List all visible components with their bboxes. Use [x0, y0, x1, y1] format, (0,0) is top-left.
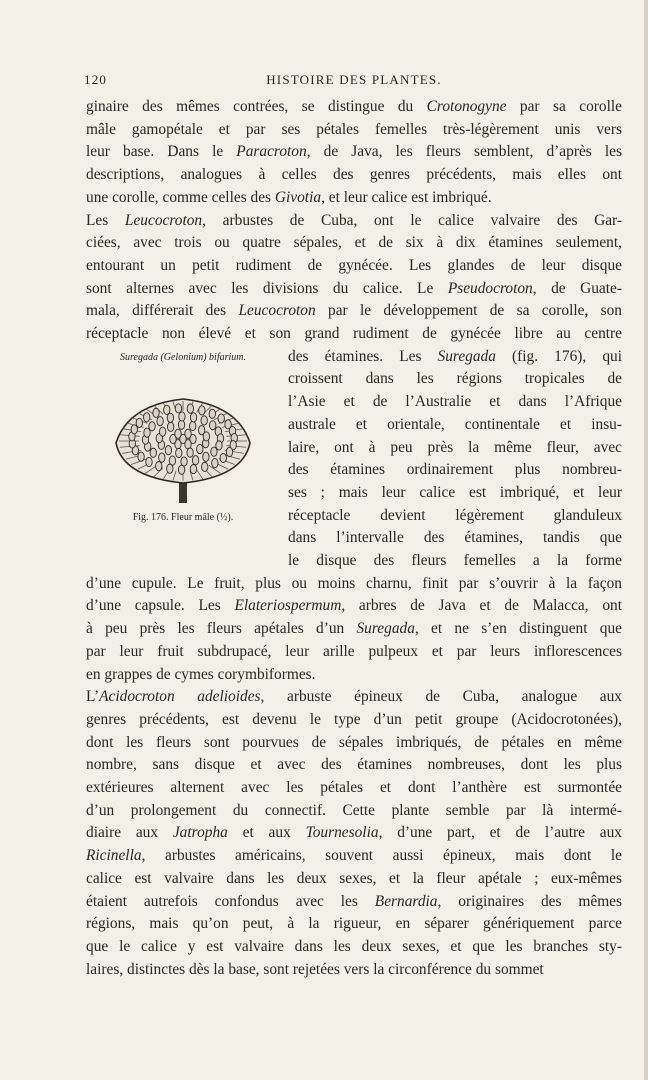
text-run: l’Asie et de l’Australie et dans l’Afrique	[288, 393, 622, 411]
text-line	[288, 414, 622, 436]
text-line	[86, 232, 622, 254]
text-run: , et leur calice est imbriqué.	[321, 188, 492, 206]
text-run: , d’une part, et de l’autre aux	[378, 824, 622, 842]
text-line	[86, 709, 622, 731]
text-line	[86, 119, 622, 141]
text-run: , originaires des mêmes	[437, 892, 622, 910]
italic-taxon: Tournesolia	[305, 824, 379, 842]
text-line	[86, 300, 622, 322]
text-run: laires, distinctes dès la base, sont rejetées vers la circonférence du sommet	[86, 960, 544, 978]
text-run: sont alternes avec les divisions du calice. Le	[86, 279, 448, 297]
italic-taxon: Bernardia	[374, 892, 438, 910]
italic-taxon: Givotia	[274, 188, 322, 206]
text-run: par leur fruit subdrupacé, leur arille pulpeux et par leurs inflorescences	[86, 642, 622, 660]
text-run: , arbuste épineux de Cuba, analogue aux	[260, 688, 623, 706]
text-run: d’une cupule. Le fruit, plus ou moins charnu, finit par s’ouvrir à la façon	[86, 574, 622, 592]
text-line	[288, 368, 622, 390]
text-line	[86, 164, 622, 186]
italic-taxon: Jatropha	[172, 824, 228, 842]
text-run: diaire aux	[86, 824, 173, 842]
text-line	[86, 936, 622, 958]
text-line	[86, 800, 622, 822]
text-line	[288, 346, 622, 368]
page-edge	[644, 0, 648, 1080]
text-line	[86, 573, 622, 595]
text-run: calice est valvaire dans les deux sexes, et la fleur apétale ; eux-mêmes	[86, 869, 622, 887]
text-run: d’un prolongement du connectif. Cette plante semble par là intermé-	[86, 801, 622, 819]
text-line	[86, 959, 622, 981]
text-run: mala, différerait des	[86, 302, 239, 320]
running-title: HISTOIRE DES PLANTES.	[266, 72, 442, 87]
text-run: réceptacle devient légèrement glanduleux	[288, 506, 622, 524]
text-run: régions, mais qu’on peut, à la rigueur, en séparer génériquement parce	[86, 915, 622, 933]
text-run: ginaire des mêmes contrées, se distingue du	[86, 98, 427, 115]
text-run: dont les fleurs sont pourvues de sépales imbriqués, de pétales en même	[86, 733, 622, 751]
italic-taxon: Leucocroton	[124, 211, 203, 229]
text-run: laire, ont à peu près la même fleur, avec	[288, 438, 622, 456]
page-number: 120	[84, 72, 108, 87]
text-run: , de Java, les fleurs semblent, d’après les	[306, 143, 622, 161]
text-line	[288, 391, 622, 413]
text-line	[86, 891, 622, 913]
text-line	[86, 686, 622, 708]
text-run: réceptacle non élevé et son grand rudiment de gynécée libre au centre	[86, 325, 622, 342]
text-run: une corolle, comme celles des	[86, 188, 275, 206]
text-line	[288, 505, 622, 527]
text-line	[86, 777, 622, 799]
text-run: des étamines ordinairement plus nombreu-	[288, 461, 622, 479]
italic-taxon: Elateriospermum	[234, 597, 342, 615]
italic-taxon: Suregada	[356, 620, 415, 638]
text-line	[86, 641, 622, 663]
italic-taxon: Leucocroton	[238, 302, 316, 320]
italic-taxon: Paracroton	[236, 143, 307, 161]
text-line	[86, 845, 622, 867]
text-run: mâle gamopétale et par ses pétales femelles très-légèrement unis vers	[86, 120, 622, 138]
text-run: par sa corolle	[506, 98, 622, 115]
text-run: à peu près les fleurs apétales d’un	[86, 620, 357, 638]
text-line	[288, 527, 622, 549]
figure-caption-top: Suregada (Gelonium) bifarium.	[119, 352, 246, 363]
text-line	[288, 482, 622, 504]
figure-176-male-flower-illustration	[108, 385, 258, 505]
text-run: d’une capsule. Les	[86, 597, 235, 615]
text-run: dans l’intervalle des étamines, tandis que	[288, 529, 622, 547]
text-run: et aux	[227, 824, 306, 842]
text-line	[86, 210, 622, 232]
italic-taxon: Acidocroton adelioides	[99, 688, 261, 706]
text-line	[86, 255, 622, 277]
text-line	[86, 595, 622, 617]
text-run: que le calice y est valvaire dans les deux sexes, et que les branches sty-	[86, 937, 622, 955]
text-line	[288, 459, 622, 481]
text-run: leur base. Dans le	[86, 143, 237, 161]
text-run: en grappes de cymes corymbiformes.	[86, 665, 316, 683]
text-run: , de Guate-	[532, 279, 622, 297]
text-run: ses ; mais leur calice est imbriqué, et leur	[288, 483, 622, 501]
text-run: croissent dans les régions tropicales de	[288, 370, 622, 388]
text-line	[86, 822, 622, 844]
italic-taxon: Ricinella	[86, 847, 142, 865]
text-run: entourant un petit rudiment de gynécée. Les glandes de leur disque	[86, 256, 622, 274]
text-run: nombre, sans disque et avec des étamines nombreuses, dont les plus	[86, 756, 622, 774]
text-run: , arbustes de Cuba, ont le calice valvaire des Gar-	[202, 211, 622, 229]
text-run: genres précédents, est devenu le type d’un petit groupe (Acidocrotonées),	[86, 710, 622, 728]
text-run: le disque des fleurs femelles a la forme	[288, 552, 622, 569]
text-line	[86, 141, 622, 163]
text-run: ciées, avec trois ou quatre sépales, et de six à dix étamines seulement,	[86, 234, 622, 252]
text-run: (fig. 176), qui	[495, 347, 622, 365]
italic-taxon: Suregada	[437, 347, 496, 365]
italic-taxon: Pseudocroton	[447, 279, 533, 297]
text-run: descriptions, analogues à celles des genres précédents, mais elles ont	[86, 166, 622, 184]
italic-taxon: Crotonogyne	[426, 98, 507, 115]
text-line	[86, 732, 622, 754]
text-line	[86, 323, 622, 345]
text-run: étaient autrefois confondus avec les	[86, 892, 375, 910]
text-line	[86, 913, 622, 935]
text-run: , et ne s’en distinguent que	[414, 620, 622, 638]
text-line	[86, 868, 622, 890]
text-line	[86, 187, 622, 209]
text-line	[288, 437, 622, 459]
text-line	[86, 618, 622, 640]
text-line	[288, 550, 622, 572]
text-run: Les	[86, 211, 125, 229]
text-run: des étamines. Les	[288, 347, 438, 365]
text-run: L’	[86, 688, 100, 706]
text-run: , arbustes américains, souvent aussi épineux, mais dont le	[141, 847, 622, 865]
text-run: , arbres de Java et de Malacca, ont	[341, 597, 622, 615]
text-line	[86, 754, 622, 776]
text-run: australe et orientale, continentale et insu-	[288, 415, 622, 433]
figure-caption-bottom: Fig. 176. Fleur mâle (½).	[132, 512, 234, 523]
text-line	[86, 664, 622, 686]
text-run: extérieures alternent avec les pétales et dont l’anthère est surmontée	[86, 779, 622, 796]
text-line	[86, 96, 622, 118]
text-run: par le développement de sa corolle, son	[315, 302, 622, 320]
text-line	[86, 278, 622, 300]
